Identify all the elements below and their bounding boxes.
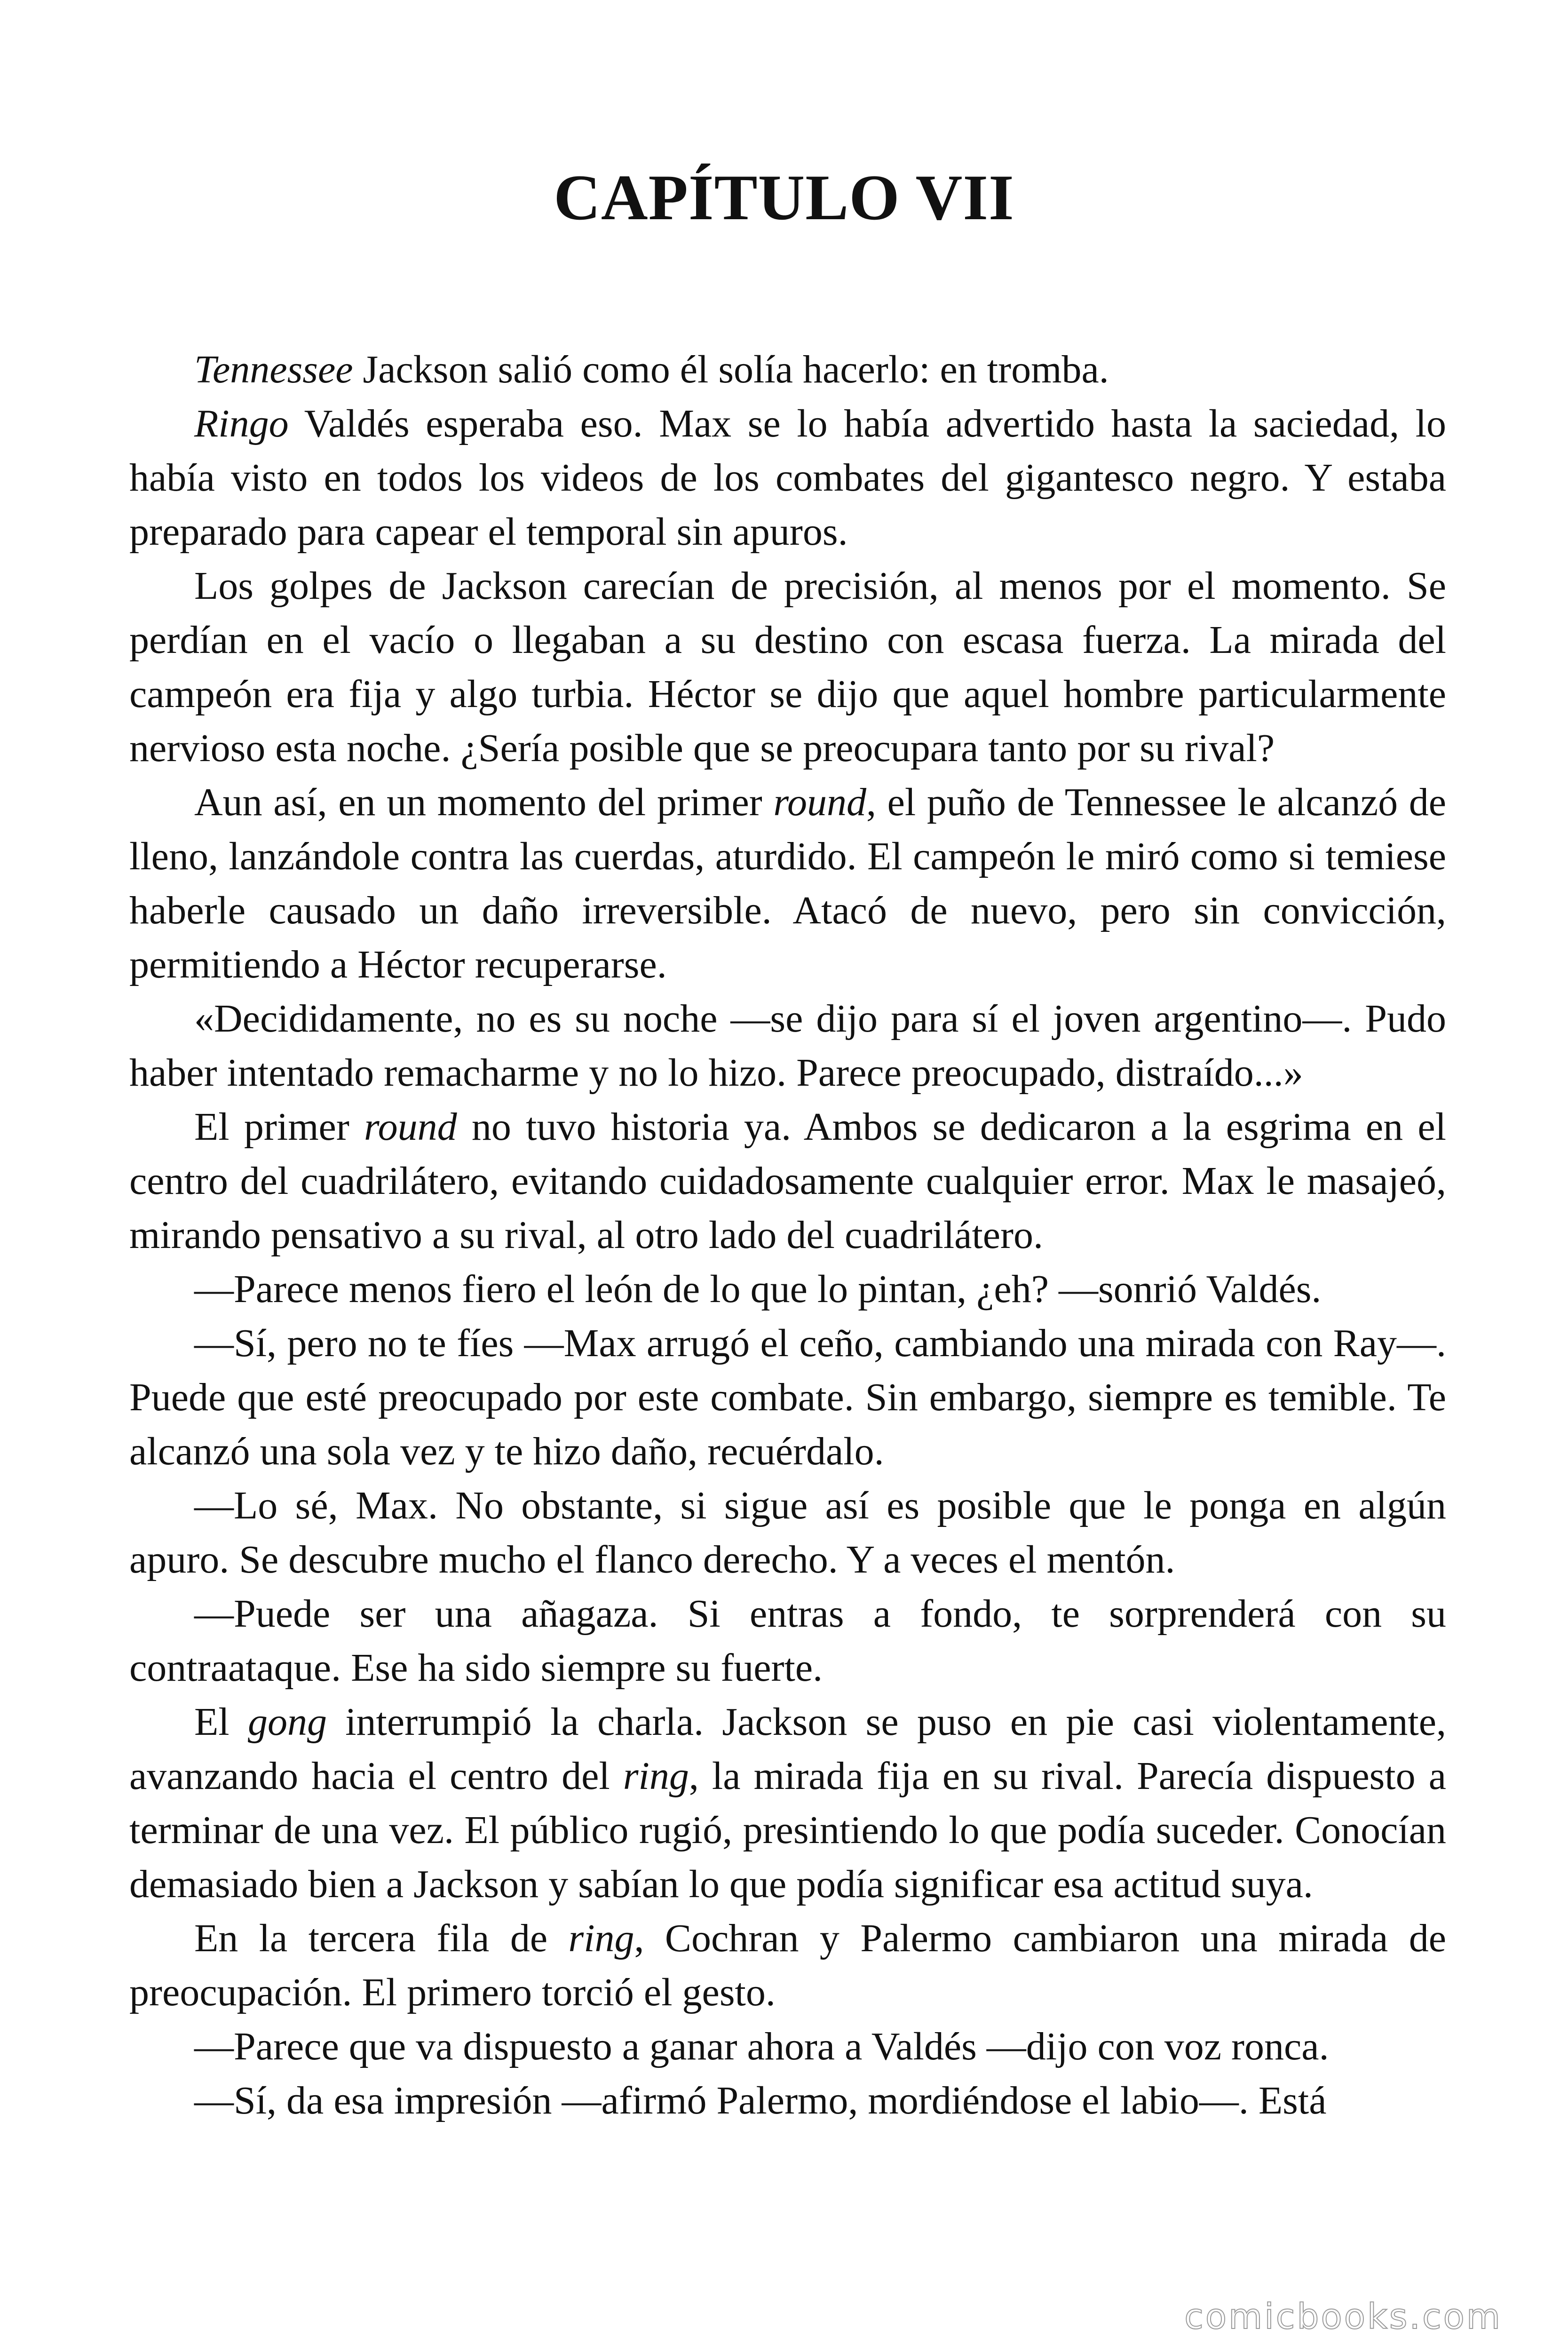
text-run: —Puede ser una añagaza. Si entras a fondo, te sorprenderá con su contraataque. Ese ha sido siempre su fuerte.	[129, 1592, 1446, 1690]
paragraph	[129, 397, 1446, 559]
watermark: comicbooks.com	[1184, 2296, 1502, 2337]
text-run: El primer	[194, 1105, 364, 1149]
paragraph	[129, 1262, 1446, 1316]
paragraph	[129, 1695, 1446, 1911]
text-run: —Parece que va dispuesto a ganar ahora a Valdés —dijo con voz ronca.	[194, 2025, 1329, 2068]
text-run: —Lo sé, Max. No obstante, si sigue así es posible que le ponga en algún apuro. Se descubre mucho el flanco derecho. Y a veces el mentón.	[129, 1484, 1446, 1581]
text-run: Los golpes de Jackson carecían de precisión, al menos por el momento. Se perdían en el vacío o llegaban a su destino con escasa fuerza. La mirada del campeón era fija y algo turbia. Héctor se dijo que aquel hombre particularmente nervioso esta noche. ¿Sería posible que se preocupara tanto por su rival?	[129, 564, 1446, 770]
text-run: Aun así, en un momento del primer	[194, 780, 774, 824]
italic-text: round	[364, 1105, 457, 1149]
paragraph	[129, 775, 1446, 992]
paragraph	[129, 1478, 1446, 1587]
paragraph	[129, 992, 1446, 1100]
italic-text: Tennessee	[194, 348, 353, 391]
paragraph	[129, 1100, 1446, 1262]
text-run: El	[194, 1700, 248, 1744]
text-run: —Parece menos fiero el león de lo que lo pintan, ¿eh? —sonrió Valdés.	[194, 1267, 1322, 1311]
text-run: Jackson salió como él solía hacerlo: en tromba.	[353, 348, 1109, 391]
text-run: Valdés esperaba eso. Max se lo había advertido hasta la saciedad, lo había visto en todos los videos de los combates del gigantesco negro. Y estaba preparado para capear el temporal sin apuros.	[129, 402, 1446, 554]
text-run: —Sí, da esa impresión —afirmó Palermo, mordiéndose el labio—. Está	[194, 2079, 1327, 2122]
paragraph	[129, 559, 1446, 775]
chapter-body	[129, 342, 1446, 2128]
text-run: no tuvo historia ya. Ambos se dedicaron a la esgrima en el centro del cuadrilátero, evitando cuidadosamente cualquier error. Max le masajeó, mirando pensativo a su rival, al otro lado del cuadrilátero.	[129, 1105, 1446, 1257]
paragraph	[129, 1911, 1446, 2019]
paragraph	[129, 2074, 1446, 2128]
text-run: interrumpió la charla. Jackson se puso en pie casi violentamente, avanzando hacia el centro del	[129, 1700, 1446, 1798]
text-run: , el puño de Tennessee le alcanzó de lleno, lanzándole contra las cuerdas, aturdido. El campeón le miró como si temiese haberle causado un daño irreversible. Atacó de nuevo, pero sin convicción, permitiendo a Héctor recuperarse.	[129, 780, 1447, 986]
paragraph	[129, 342, 1446, 397]
text-run: En la tercera fila de	[194, 1916, 569, 1960]
paragraph	[129, 1587, 1446, 1695]
italic-text: ring	[623, 1754, 689, 1798]
text-run: , Cochran y Palermo cambiaron una mirada de preocupación. El primero torció el gesto.	[129, 1916, 1447, 2014]
text-run: , la mirada fija en su rival. Parecía dispuesto a terminar de una vez. El público rugió, presintiendo lo que podía suceder. Conocían demasiado bien a Jackson y sabían lo que podía significar esa actitud suya.	[129, 1754, 1446, 1906]
paragraph	[129, 2019, 1446, 2074]
italic-text: round	[773, 780, 866, 824]
italic-text: ring	[568, 1916, 634, 1960]
chapter-title: CAPÍTULO VII	[554, 161, 1014, 233]
text-run: «Decididamente, no es su noche —se dijo para sí el joven argentino—. Pudo haber intentado remacharme y no lo hizo. Parece preocupado, distraído...»	[129, 997, 1446, 1095]
text-run: —Sí, pero no te fíes —Max arrugó el ceño, cambiando una mirada con Ray—. Puede que esté preocupado por este combate. Sin embargo, siempre es temible. Te alcanzó una sola vez y te hizo daño, recuérdalo.	[129, 1321, 1446, 1473]
paragraph	[129, 1316, 1446, 1478]
italic-text: gong	[247, 1700, 327, 1744]
italic-text: Ringo	[194, 402, 289, 445]
